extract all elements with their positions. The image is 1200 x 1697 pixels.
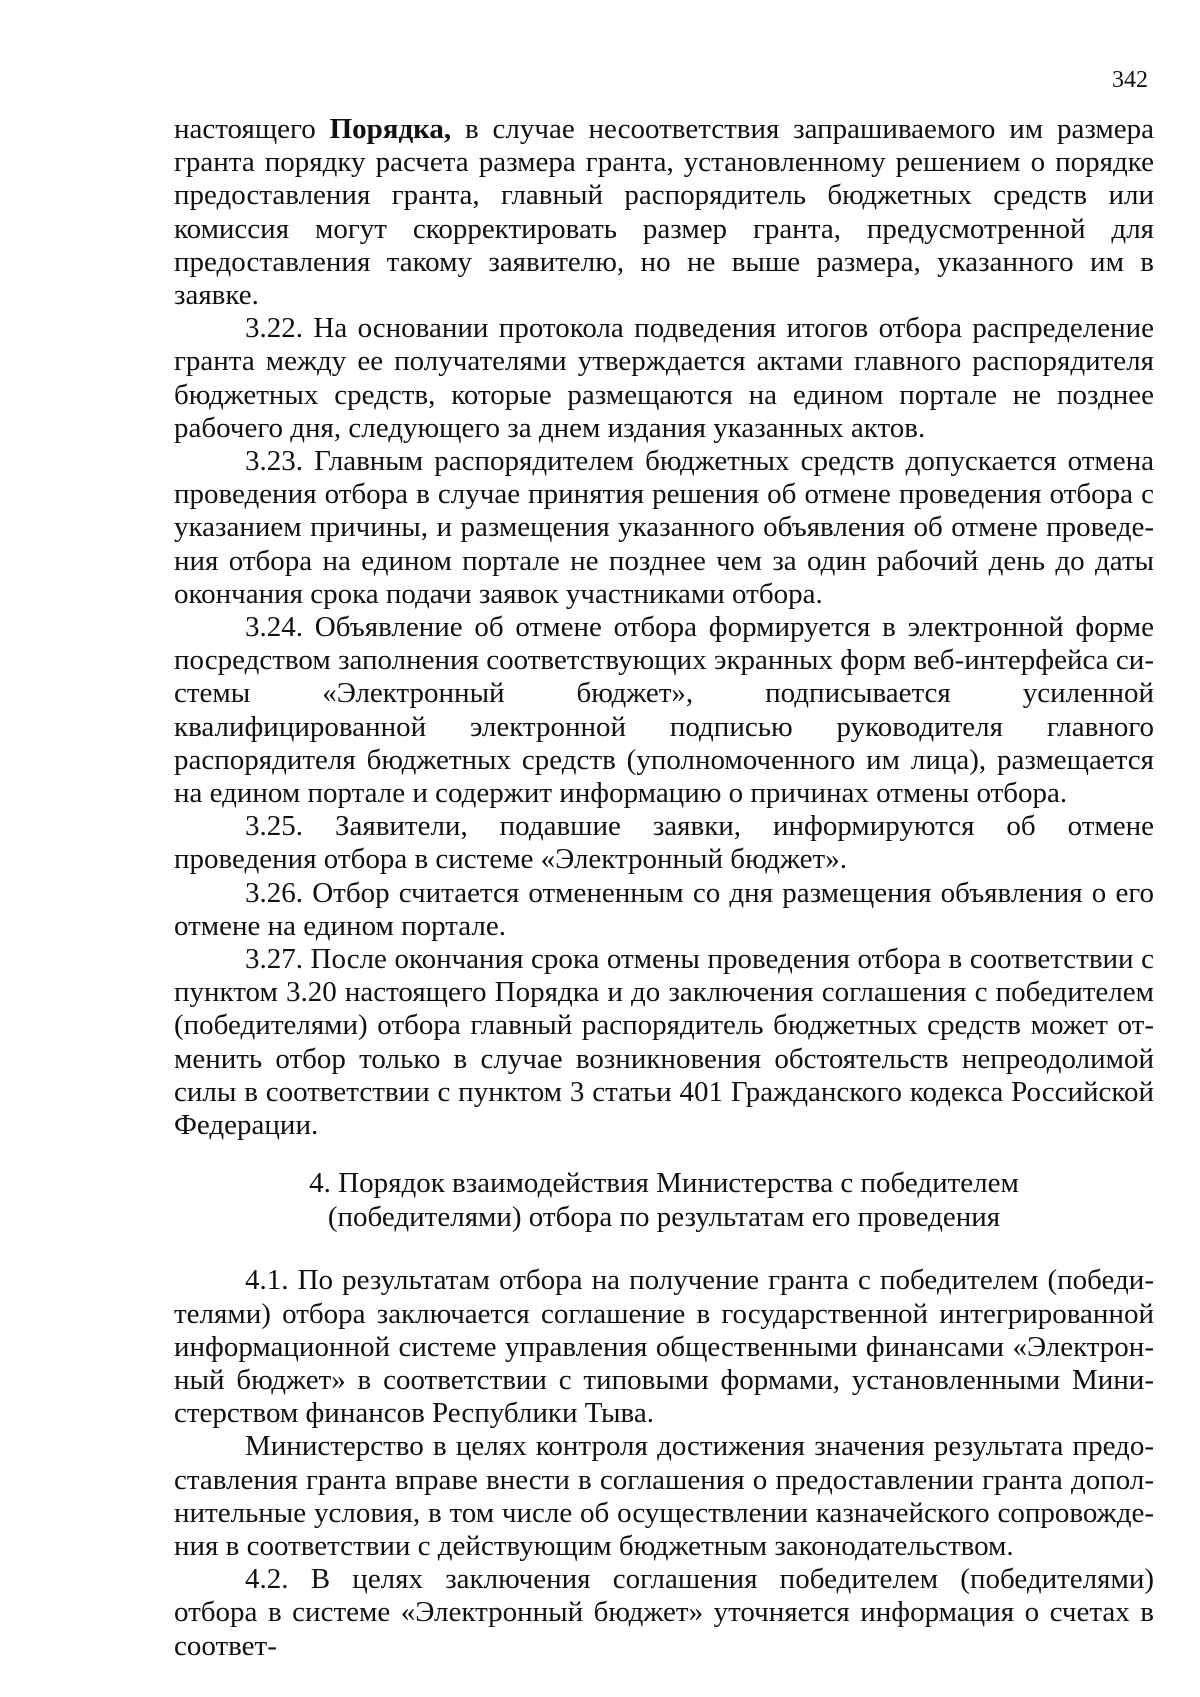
document-body: [174, 113, 1154, 1663]
paragraph-3-25: 3.25. Заявители, подавшие заявки, информируются об отмене проведения отбора в системе «Электронный бюджет».: [174, 810, 1154, 876]
paragraph-3-26: 3.26. Отбор считается отмененным со дня размещения объявления о его отмене на едином портале.: [174, 876, 1154, 942]
paragraph-4-2: 4.2. В целях заключения соглашения победителем (победителями) отбора в системе «Электронный бюджет» уточняется информация о счетах в соответ-: [174, 1563, 1154, 1662]
page-number: 342: [1112, 67, 1148, 93]
paragraph-ministry: Министерство в целях контроля достижения значения результата предоставления гранта вправе внести в соглашения о предоставлении гранта дополнительные условия, в том числе об осуществлении казначейского сопровождения в соответствии с действующим бюджетным законодательством.: [174, 1430, 1154, 1562]
paragraph-text: в случае несоответствия запрашиваемого им размера гранта порядку расчета размера гранта, установленному решением о порядке предоставления гранта, главный распорядитель бюджетных средств или комиссия могут скорректировать размер гранта, предусмотренной для предоставления такому заявителю, но не выше размера, указанного им в заявке.: [174, 113, 1154, 312]
paragraph-3-23: 3.23. Главным распорядителем бюджетных средств допускается отмена проведения отбора в случае принятия решения об отмене проведения отбора с указанием причины, и размещения указанного объявления об отмене проведения отбора на едином портале не позднее чем за один рабочий день до даты окончания срока подачи заявок участниками отбора.: [174, 445, 1154, 610]
paragraph-continuation: [174, 113, 1154, 312]
section-heading: [174, 1167, 1154, 1234]
section-heading-line-2: (победителями) отбора по результатам его проведения: [327, 1200, 1001, 1233]
paragraph-4-1: 4.1. По результатам отбора на получение гранта с победителем (победителями) отбора заключается соглашение в государственной интегрированной информационной системе управления общественными финансами «Электронный бюджет» в соответствии с типовыми формами, установленными Министерством финансов Республики Тыва.: [174, 1264, 1154, 1430]
bold-term: Порядка,: [329, 113, 452, 145]
paragraph-3-27: 3.27. После окончания срока отмены проведения отбора в соответствии с пунктом 3.20 настоящего Порядка и до заключения соглашения с победителем (победителями) отбора главный распорядитель бюджетных средств может отменить отбор только в случае возникновения обстоятельств непреодолимой силы в соответствии с пунктом 3 статьи 401 Гражданского кодекса Российской Федерации.: [174, 943, 1154, 1142]
section-heading-line-1: 4. Порядок взаимодействия Министерства с победителем: [309, 1167, 1019, 1200]
paragraph-3-22: 3.22. На основании протокола подведения итогов отбора распределение гранта между ее получателями утверждается актами главного распорядителя бюджетных средств, которые размещаются на едином портале не позднее рабочего дня, следующего за днем издания указанных актов.: [174, 312, 1154, 444]
paragraph-lead-text: настоящего: [174, 113, 330, 145]
paragraph-3-24: 3.24. Объявление об отмене отбора формируется в электронной форме посредством заполнения соответствующих экранных форм веб-интерфейса системы «Электронный бюджет», подписывается усиленной квалифицированной электронной подписью руководителя главного распорядителя бюджетных средств (уполномоченного им лица), размещается на едином портале и содержит информацию о причинах отмены отбора.: [174, 611, 1154, 810]
